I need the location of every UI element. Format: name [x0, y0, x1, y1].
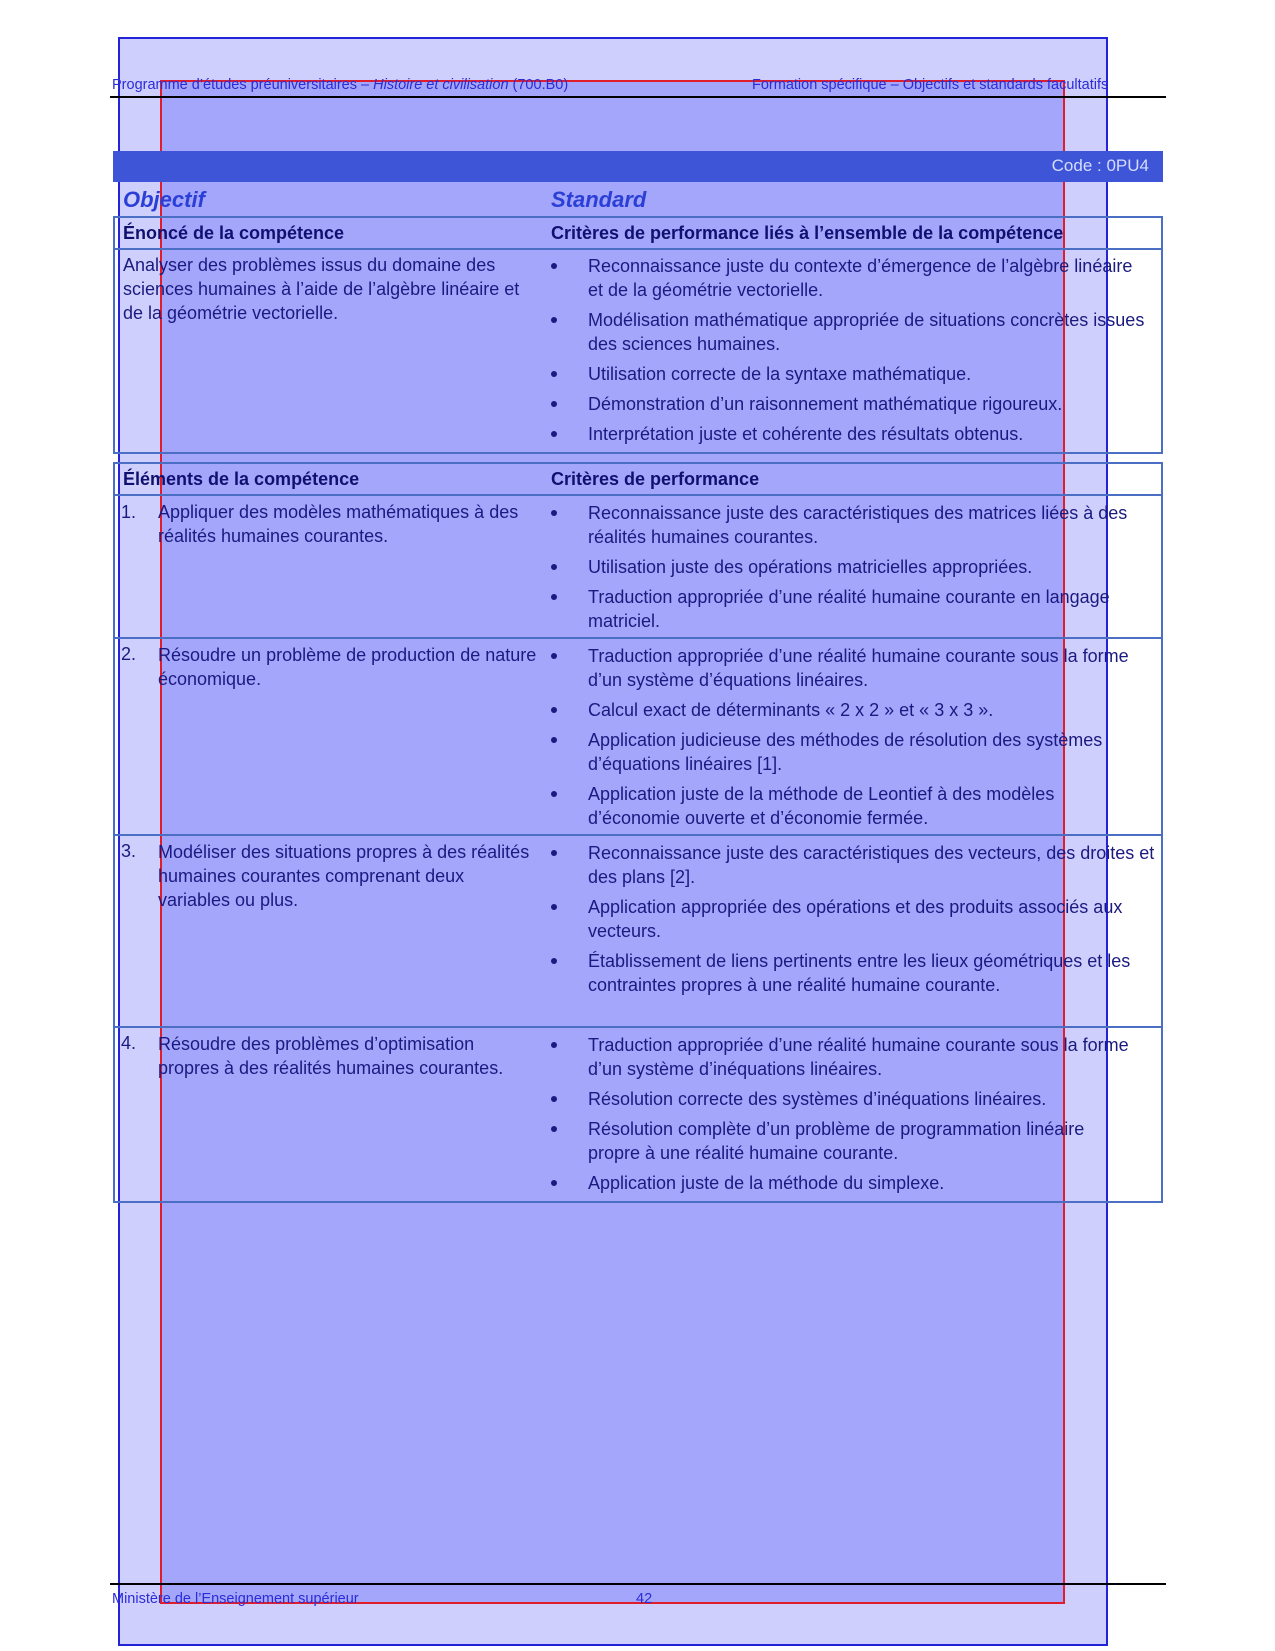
criterion-text: Application appropriée des opérations et des produits associés aux vecteurs. — [588, 897, 1123, 941]
bullet-icon — [551, 653, 557, 659]
criterion-item — [551, 728, 1141, 776]
element-criteria-list — [551, 501, 1131, 639]
criterion-item — [551, 1171, 1141, 1195]
element-text: Modéliser des situations propres à des réalités humaines courantes comprenant deux variables ou plus. — [158, 842, 530, 910]
criterion-item — [551, 1087, 1141, 1111]
criterion-text: Reconnaissance juste des caractéristiques des vecteurs, des droites et des plans [2]. — [588, 843, 1155, 887]
criterion-text: Calcul exact de déterminants « 2 x 2 » et « 3 x 3 ». — [588, 700, 994, 720]
bullet-icon — [551, 1042, 557, 1048]
bullet-icon — [551, 1126, 557, 1132]
criteres-header: Critères de performance — [551, 469, 760, 489]
criterion-item — [551, 949, 1156, 997]
criterion-item — [551, 1033, 1141, 1081]
criterion-text: Établissement de liens pertinents entre les lieux géométriques et les contraintes propres à une réalité humaine courante. — [588, 951, 1131, 995]
bullet-icon — [551, 791, 557, 797]
criterion-item — [551, 1117, 1141, 1165]
criterion-item — [551, 585, 1131, 633]
criterion-item — [551, 644, 1141, 692]
element-text: Résoudre des problèmes d’optimisation propres à des réalités humaines courantes. — [158, 1034, 504, 1078]
bullet-icon — [551, 958, 557, 964]
criterion-item — [551, 501, 1131, 549]
criterion-item — [551, 782, 1141, 830]
element-divider — [113, 1026, 1163, 1028]
bullet-icon — [551, 564, 557, 570]
competence-criteria-list — [551, 254, 1151, 452]
competence-table-rule — [113, 248, 1163, 250]
bullet-icon — [551, 431, 557, 437]
bullet-icon — [551, 510, 557, 516]
criterion-item — [551, 698, 1141, 722]
criterion-item — [551, 841, 1156, 889]
element-number: 3. — [121, 841, 137, 861]
footer-ministry: Ministère de l’Enseignement supérieur — [112, 1591, 359, 1607]
objectif-heading: Objectif — [123, 187, 205, 212]
element-criteria-list — [551, 841, 1156, 1003]
code-label: Code : 0PU4 — [1051, 156, 1149, 175]
bullet-icon — [551, 1180, 557, 1186]
bullet-icon — [551, 850, 557, 856]
element-number: 2. — [121, 644, 137, 664]
criterion-text: Démonstration d’un raisonnement mathématique rigoureux. — [588, 394, 1063, 414]
footer-rule — [110, 1583, 1166, 1585]
criterion-item — [551, 308, 1151, 356]
criterion-item — [551, 555, 1131, 579]
criterion-text: Résolution complète d’un problème de programmation linéaire propre à une réalité humaine courante. — [588, 1119, 1085, 1163]
bullet-icon — [551, 317, 557, 323]
criterion-text: Reconnaissance juste des caractéristiques des matrices liées à des réalités humaines courantes. — [588, 503, 1128, 547]
standard-heading: Standard — [551, 187, 647, 212]
criterion-item — [551, 392, 1151, 416]
enonce-text: Analyser des problèmes issus du domaine des sciences humaines à l’aide de l’algèbre linéaire et de la géométrie vectorielle. — [123, 255, 520, 323]
bullet-icon — [551, 707, 557, 713]
running-header-left: Programme d’études préuniversitaires – Histoire et civilisation (700.B0) — [112, 77, 569, 93]
criterion-text: Application judicieuse des méthodes de résolution des systèmes d’équations linéaires [1]. — [588, 730, 1103, 774]
enonce-header: Énoncé de la compétence — [123, 223, 345, 243]
criterion-item — [551, 254, 1151, 302]
criterion-text: Application juste de la méthode du simplexe. — [588, 1173, 945, 1193]
bullet-icon — [551, 594, 557, 600]
elements-table-rule — [113, 494, 1163, 496]
element-criteria-list — [551, 1033, 1141, 1201]
criterion-text: Utilisation juste des opérations matricielles appropriées. — [588, 557, 1033, 577]
criterion-text: Traduction appropriée d’une réalité humaine courante en langage matriciel. — [588, 587, 1110, 631]
element-criteria-list — [551, 644, 1141, 836]
bullet-icon — [551, 401, 557, 407]
criterion-text: Utilisation correcte de la syntaxe mathématique. — [588, 364, 972, 384]
criterion-text: Application juste de la méthode de Leontief à des modèles d’économie ouverte et d’économie fermée. — [588, 784, 1055, 828]
elements-header: Éléments de la compétence — [123, 469, 360, 489]
criterion-text: Interprétation juste et cohérente des résultats obtenus. — [588, 424, 1024, 444]
running-header-right: Formation spécifique – Objectifs et standards facultatifs — [752, 77, 1109, 93]
criterion-text: Reconnaissance juste du contexte d’émergence de l’algèbre linéaire et de la géométrie vectorielle. — [588, 256, 1133, 300]
bullet-icon — [551, 263, 557, 269]
criterion-item — [551, 362, 1151, 386]
bullet-icon — [551, 737, 557, 743]
bullet-icon — [551, 1096, 557, 1102]
criterion-item — [551, 895, 1156, 943]
criterion-text: Résolution correcte des systèmes d’inéquations linéaires. — [588, 1089, 1047, 1109]
footer-page-number: 42 — [636, 1591, 653, 1607]
criterion-text: Traduction appropriée d’une réalité humaine courante sous la forme d’un système d’équations linéaires. — [588, 646, 1129, 690]
element-number: 1. — [121, 502, 137, 522]
criterion-item — [551, 422, 1151, 446]
header-rule — [110, 96, 1166, 98]
criterion-text: Modélisation mathématique appropriée de situations concrètes issues des sciences humaines. — [588, 310, 1145, 354]
criteres-ensemble-header: Critères de performance liés à l’ensemble de la compétence — [551, 223, 1064, 243]
element-text: Appliquer des modèles mathématiques à des réalités humaines courantes. — [158, 502, 519, 546]
element-number: 4. — [121, 1033, 137, 1053]
bullet-icon — [551, 371, 557, 377]
code-bar — [113, 151, 1163, 182]
criterion-text: Traduction appropriée d’une réalité humaine courante sous la forme d’un système d’inéquations linéaires. — [588, 1035, 1129, 1079]
element-text: Résoudre un problème de production de nature économique. — [158, 645, 537, 689]
bullet-icon — [551, 904, 557, 910]
